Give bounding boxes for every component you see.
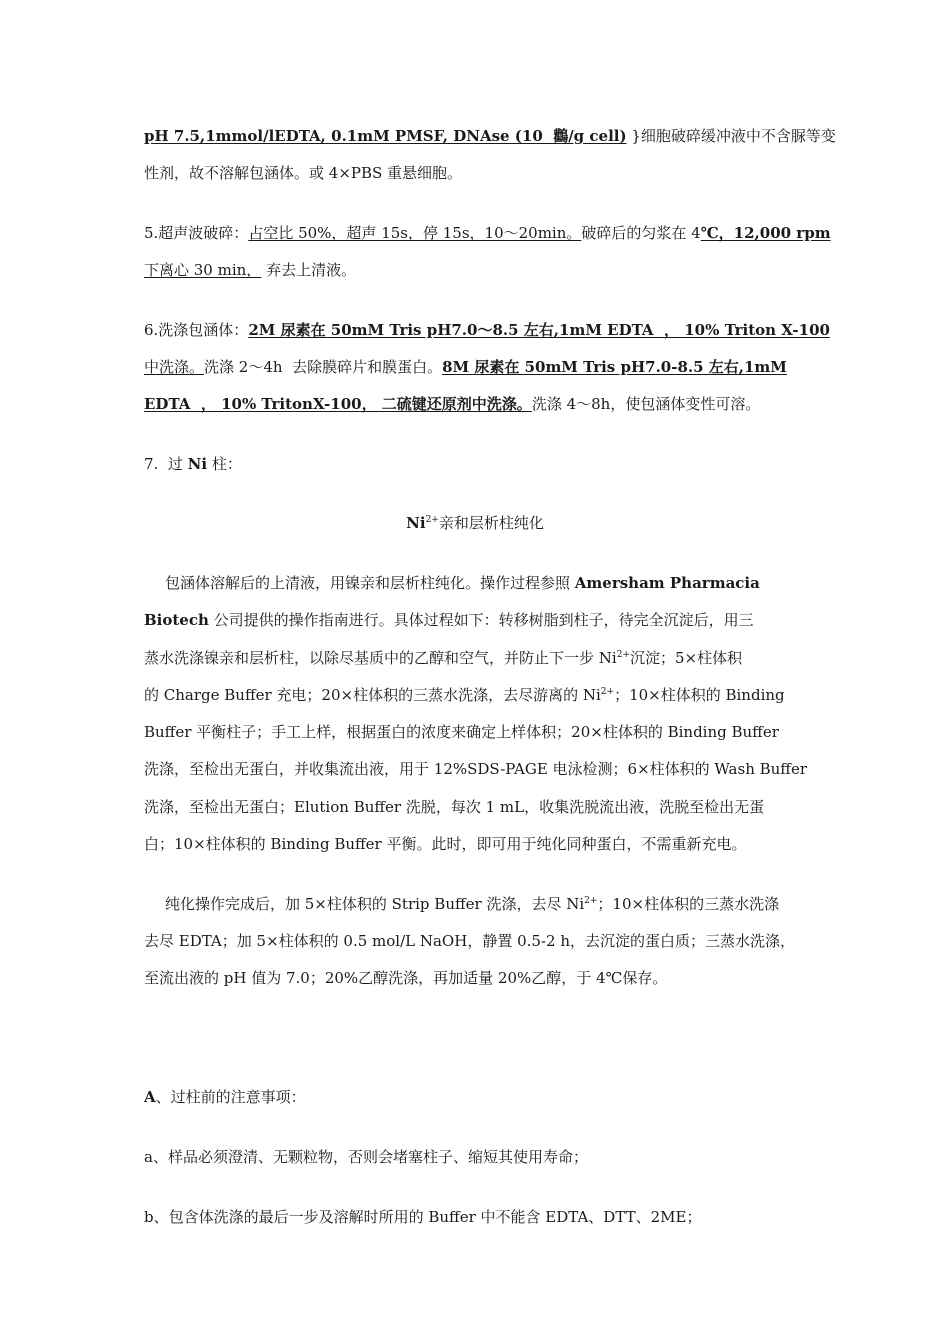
p7-tail: 柱： — [207, 455, 242, 473]
p5-sonication-params: 占空比 50%，超声 15s，停 15s，10～20min。 — [248, 224, 582, 242]
p6-wash-2m: 2M 尿素在 50mM Tris pH7.0～8.5 左右,1mM EDTA ， 10% Triton X-100 — [248, 321, 830, 339]
p6-line-2 — [144, 357, 787, 379]
body2-line-3: 至流出液的 pH 值为 7.0；20%乙醇洗涤，再加适量 20%乙醇，于 4℃保存。 — [144, 969, 668, 987]
heading-text: 亲和层析柱纯化 — [438, 514, 544, 532]
notes-title — [144, 1087, 306, 1109]
p5-centrifuge-time: 下离心 30 min， — [144, 261, 262, 279]
p4-line-2: 性剂，故不溶解包涵体。或 4×PBS 重悬细胞。 — [144, 164, 463, 182]
body1-line-4 — [144, 685, 785, 707]
p7-label: 7. 过 — [144, 455, 188, 473]
body1-sup-2: 2+ — [600, 687, 615, 697]
body2-text-1b: ；10×柱体积的三蒸水洗涤 — [597, 895, 780, 913]
p5-text: 破碎后的匀浆在 4 — [581, 224, 701, 242]
body1-text: 包涵体溶解后的上清液，用镍亲和层析柱纯化。操作过程参照 — [165, 574, 575, 592]
notes-title-text: 、过柱前的注意事项： — [155, 1088, 306, 1106]
body2-line-1 — [165, 894, 779, 916]
body1-biotech: Biotech — [144, 611, 209, 629]
body1-line-5: Buffer 平衡柱子；手工上样，根据蛋白的浓度来确定上样体积；20×柱体积的 Binding Buffer — [144, 723, 779, 741]
section-heading — [0, 513, 950, 533]
p5-text-2: 弃去上清液。 — [261, 261, 357, 279]
p6-wash-8m-cont: EDTA ， 10% TritonX-100， 二硫键还原剂中洗涤。 — [144, 395, 532, 413]
body1-line-6: 洗涤，至检出无蛋白，并收集流出液，用于 12%SDS-PAGE 电泳检测；6×柱体积的 Wash Buffer — [144, 760, 808, 778]
p6-wash-end: 中洗涤。 — [144, 358, 205, 376]
body1-line-8: 白；10×柱体积的 Binding Buffer 平衡。此时，即可用于纯化同种蛋白，不需重新充电。 — [144, 835, 747, 853]
body1-text-3a: 蒸水洗涤镍亲和层析柱，以除尽基质中的乙醇和空气，并防止下一步 Ni — [144, 649, 617, 667]
p4-text: }细胞破碎缓冲液中不含脲等变 — [631, 127, 836, 145]
p7-line — [144, 454, 242, 476]
p4-buffer-spec: pH 7.5,1mmol/lEDTA, 0.1mM PMSF, DNAse (10 鸛/g cell) — [144, 127, 627, 145]
body2-line-2: 去尽 EDTA；加 5×柱体积的 0.5 mol/L NaOH，静置 0.5-2 h，去沉淀的蛋白质；三蒸水洗涤， — [144, 932, 795, 950]
body1-line-7: 洗涤，至检出无蛋白；Elution Buffer 洗脱，每次 1 mL，收集洗脱流出液，洗脱至检出无蛋 — [144, 798, 765, 816]
heading-sup: 2+ — [425, 515, 439, 525]
p6-line-3 — [144, 394, 760, 416]
note-b: b、包含体洗涤的最后一步及溶解时所用的 Buffer 中不能含 EDTA、DTT、2ME； — [144, 1208, 702, 1226]
p5-line-1 — [144, 223, 831, 245]
p6-text: 洗涤 2～4h 去除膜碎片和膜蛋白。 — [204, 358, 443, 376]
p6-wash-8m: 8M 尿素在 50mM Tris pH7.0-8.5 左右,1mM — [442, 358, 787, 376]
p6-label: 6.洗涤包涵体： — [144, 321, 249, 339]
body1-text-4a: 的 Charge Buffer 充电；20×柱体积的三蒸水洗涤，去尽游离的 Ni — [144, 686, 601, 704]
body1-line-3 — [144, 648, 742, 670]
p6-line-1 — [144, 320, 830, 342]
notes-title-letter: A — [144, 1088, 156, 1106]
body1-line-2 — [144, 610, 754, 632]
body2-text-1a: 纯化操作完成后，加 5×柱体积的 Strip Buffer 洗涤，去尽 Ni — [165, 895, 585, 913]
p5-centrifuge-params: ℃，12,000 rpm — [700, 224, 831, 242]
body1-line-1 — [165, 573, 760, 595]
body1-company: Amersham Pharmacia — [574, 574, 760, 592]
body1-text-4b: ；10×柱体积的 Binding — [614, 686, 785, 704]
p4-line-1 — [144, 126, 836, 148]
p5-line-2 — [144, 260, 356, 282]
body2-sup: 2+ — [584, 896, 598, 906]
body1-text-3b: 沉淀；5×柱体积 — [629, 649, 743, 667]
heading-ni: Ni — [406, 514, 426, 532]
body1-text-2: 公司提供的操作指南进行。具体过程如下：转移树脂到柱子，待完全沉淀后，用三 — [208, 611, 754, 629]
p5-label: 5.超声波破碎： — [144, 224, 249, 242]
p7-ni: Ni — [187, 455, 208, 473]
body1-sup-1: 2+ — [616, 650, 630, 660]
note-a: a、样品必须澄清、无颗粒物，否则会堵塞柱子、缩短其使用寿命； — [144, 1148, 588, 1166]
p6-text-2: 洗涤 4～8h，使包涵体变性可溶。 — [531, 395, 761, 413]
